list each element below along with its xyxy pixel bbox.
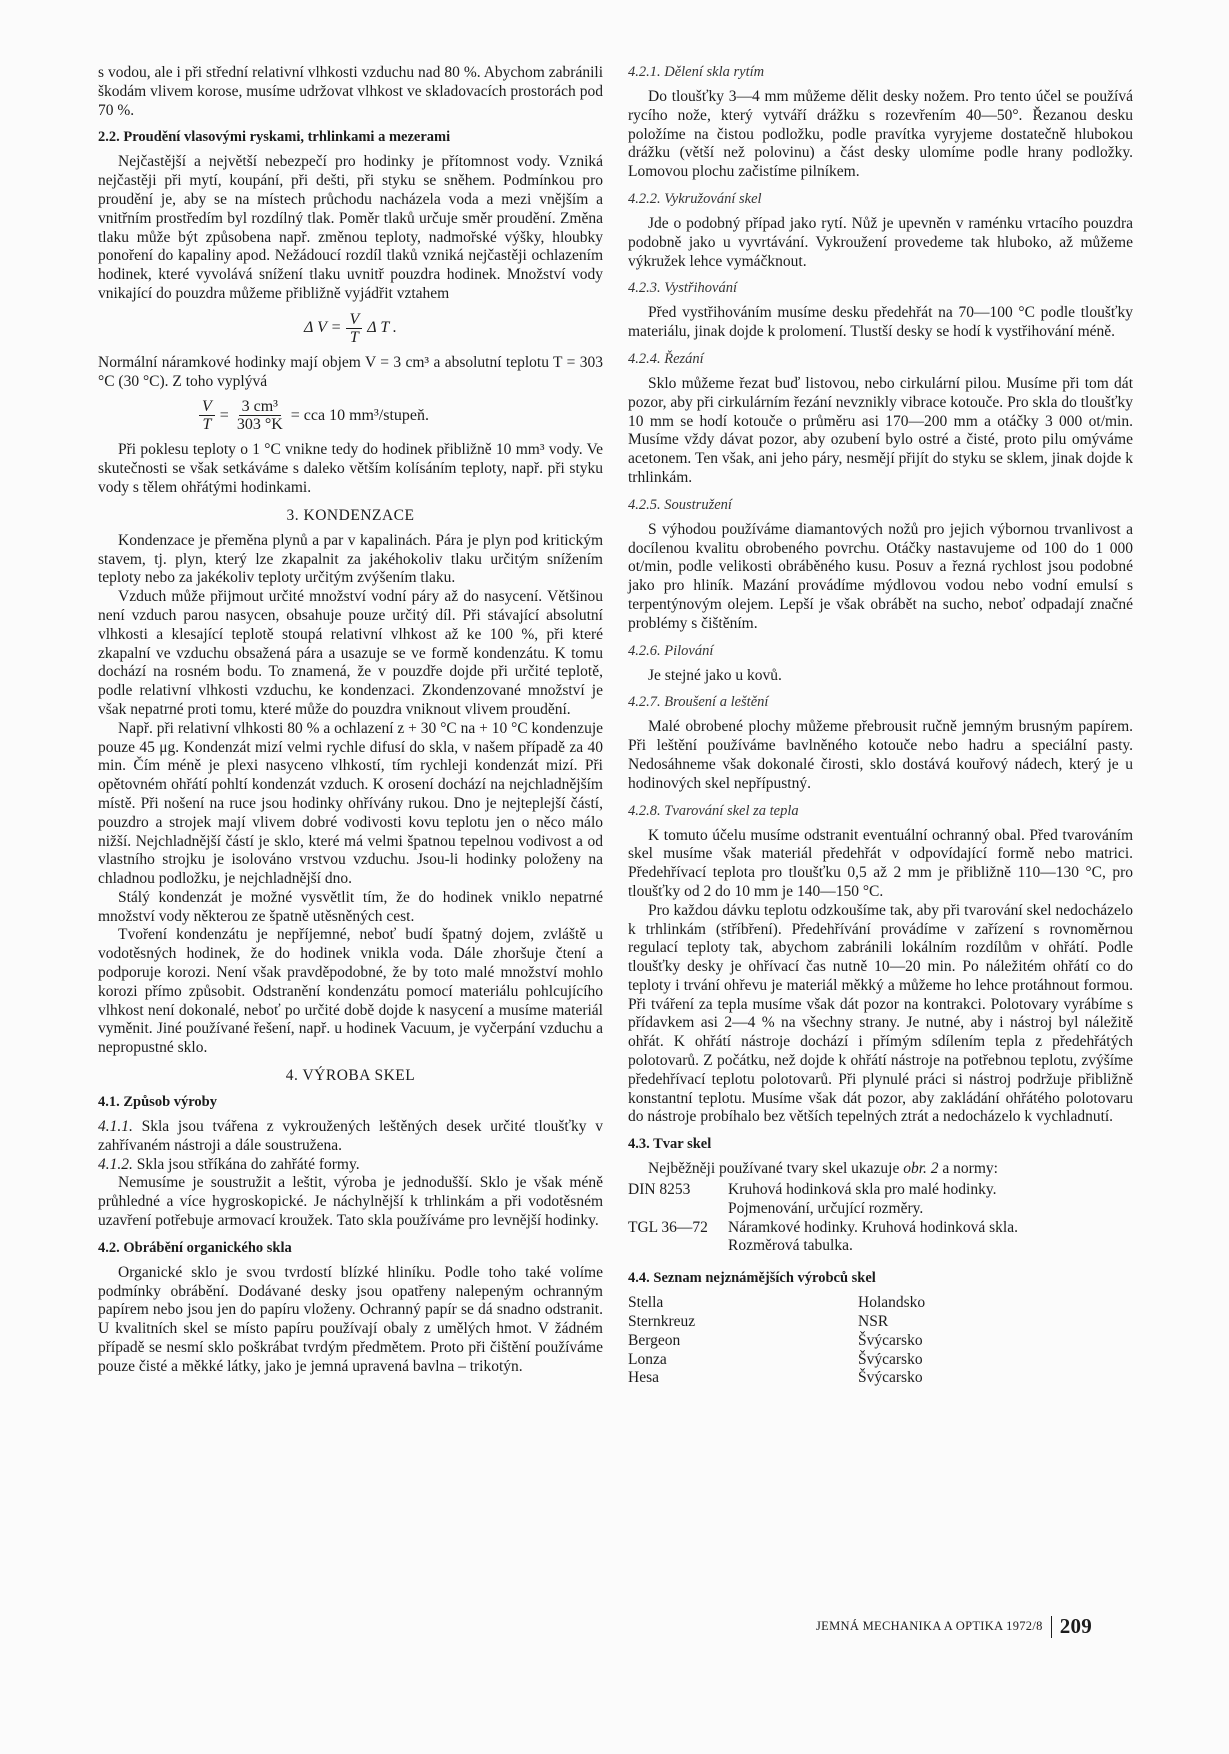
paragraph-4-2-1: Do tloušťky 3—4 mm můžeme dělit desky nožem. Pro tento účel se používá rycího nože, který vytváří drážku s rozevřením 40—50°. Řezanou desku položíme na čistou podložku, podle pravítka vyryjeme dostatečně hlubokou drážku (větší než polovinu) a část desky ulomíme podle hrany podložky. Lomovou plochu začistíme pilníkem. <box>628 88 1133 181</box>
journal-name: JEMNÁ MECHANIKA A OPTIKA 1972/8 <box>816 1619 1043 1633</box>
heading-4-2-4: 4.2.4. Řezání <box>628 350 704 367</box>
heading-4-2-2: 4.2.2. Vykružování skel <box>628 190 762 207</box>
right-column <box>628 64 1133 1388</box>
heading-4-3: 4.3. Tvar skel <box>628 1136 712 1153</box>
fraction-denominator: T <box>349 328 359 346</box>
maker-name: Lonza <box>628 1350 667 1368</box>
paragraph-example: Např. při relativní vlhkosti 80 % a ochlazení z + 30 °C na + 10 °C kondenzuje pouze 45 μg. Kondenzát mizí velmi rychle difusí do skla, v našem případě za 40 min. Čím méně je plexi nasyceno vlhkostí, tím rychleji kondenzát mizí. Při opětovném ohřátí pohltí kondenzát vzduch. K orosení dochází na nejchladnějším místě. Při nošení na ruce jsou hodinky ohřívány rukou. Dno je nejteplejší částí, pouzdro a strojek mají vlivem dobré vodivosti kovu teplotu jen o něco málo nižší. Nejchladnější částí je sklo, které má velmi špatnou tepelnou vodivost a od vlastního strojku je isolováno vrstvou vzduchu. Jsou-li hodinky položeny na chladnou podložku, je nejchladnější dno. <box>98 719 603 888</box>
paragraph-injection-glass: Nemusíme je soustružit a leštit, výroba je jednodušší. Sklo je však méně průhledné a více hygroskopické. Je náchylnější k trhlinkám a při vodotěsném uzavření potřebuje armovací kroužek. Tato skla používáme pro levnější hodinky. <box>98 1174 603 1230</box>
paragraph-saturation: Vzduch může přijmout určité množství vodní páry až do nasycení. Většinou není vzduch parou nasycen, obsahuje pouze určitý díl. Při stávající absolutní vlhkosti a klesající teplotě stoupá relativní vlhkost až ke 100 %, při které zkapalní ve vzduchu obsažená pára a usazuje se ve formě kondenzátu. K tomu dochází na rosném bodu. To znamená, že v pouzdře dojde při určité teplotě, podle relativní vlhkosti vzduchu, ke kondenzaci. Zkondenzované množství je však nepatrné proti tomu, které může do pouzdra vniknout vlivem proudění. <box>98 588 603 718</box>
item-number: 4.1.1. <box>98 1118 133 1136</box>
formula-delta-v <box>98 311 603 346</box>
norm-code: TGL 36—72 <box>628 1218 708 1236</box>
norm-subtitle: Pojmenování, určující rozměry. <box>728 1199 924 1217</box>
fraction-v-t <box>346 311 362 346</box>
intro-paragraph: s vodou, ale i při střední relativní vlhkosti vzduchu nad 80 %. Abychom zabránili škodám vlivem korose, musíme udržovat vlhkost ve skladovacích prostorách pod 70 %. <box>98 64 603 119</box>
formula-lhs: Δ V = <box>304 319 342 337</box>
heading-4-2-7: 4.2.7. Broušení a leštění <box>628 694 769 711</box>
heading-4-2-8: 4.2.8. Tvarování skel za tepla <box>628 802 799 819</box>
text-post: a normy: <box>942 1160 998 1178</box>
maker-name: Hesa <box>628 1369 659 1387</box>
norm-title: Náramkové hodinky. Kruhová hodinková skla. <box>728 1218 1018 1236</box>
maker-country: Švýcarsko <box>858 1369 923 1387</box>
page-footer <box>816 1614 1092 1639</box>
maker-country: Švýcarsko <box>858 1331 923 1349</box>
manufacturers-list <box>628 1294 1133 1388</box>
equals-sign: = <box>219 406 229 424</box>
maker-name: Bergeon <box>628 1331 681 1349</box>
item-text: Skla jsou tvářena z vykroužených leštěných desek určité tloušťky v zahřívaném nástroji a dále soustružena. <box>98 1118 603 1154</box>
paragraph-2-2: Nejčastější a největší nebezpečí pro hodinky je přítomnost vody. Vzniká nejčastěji při mytí, koupání, při dešti, při styku se sněhem. Podmínkou pro proudění je, aby se na místech průchodu nacházela voda a mezi vnějším a vnitřním prostředím byl rozdílný tlak. Poměr tlaků určuje směr proudění. Změna tlaku může být způsobena např. změnou teploty, nadmořské výšky, hloubky ponoření do kapaliny apod. Nežádoucí rozdíl tlaků vzniká nejčastěji ochlazením hodinek, které vyvolává snížení tlaku uvnitř pouzdra hodinek. Množství vody vnikající do pouzdra můžeme přibližně vyjádřit vztahem <box>98 153 603 302</box>
chapter-3-heading: 3. KONDENZACE <box>286 506 415 524</box>
norm-subtitle: Rozměrová tabulka. <box>728 1237 853 1255</box>
fraction-denominator: 303 °K <box>236 416 283 434</box>
fraction-numerator: 3 cm³ <box>239 398 281 416</box>
fraction-numerator: V <box>346 311 362 329</box>
page-number: 209 <box>1059 1614 1093 1638</box>
footer-divider <box>1051 1616 1052 1638</box>
maker-name: Sternkreuz <box>628 1313 696 1331</box>
heading-4-1: 4.1. Způsob výroby <box>98 1094 217 1111</box>
paragraph-temperature-drop: Při poklesu teploty o 1 °C vnikne tedy do hodinek přibližně 10 mm³ vody. Ve skutečnosti se však setkáváme s daleko větším kolísáním teploty, např. při styku vody s tělem ohřátými hodinkami. <box>98 441 603 496</box>
paragraph-permanent-condensate: Stálý kondenzát je možné vysvětlit tím, že do hodinek vniklo nepatrné množství vody některou ze špatně utěsněných cest. <box>98 888 603 925</box>
heading-4-2-3: 4.2.3. Vystřihování <box>628 280 738 297</box>
item-number: 4.1.2. <box>98 1155 133 1173</box>
maker-country: Švýcarsko <box>858 1350 923 1368</box>
maker-country: NSR <box>858 1313 889 1331</box>
paragraph-condensation-def: Kondenzace je přeměna plynů a par v kapalinách. Pára je plyn pod kritickým stavem, tj. plyn, který lze zkapalnit za jakéhokoliv tlaku určitým snížením teploty nebo za jakékoliv teploty určitým zvýšením tlaku. <box>98 531 603 587</box>
item-4-1-2 <box>98 1156 603 1175</box>
paragraph-condensate-issues: Tvoření kondenzátu je nepříjemné, neboť budí špatný dojem, zvláště u vodotěsných hodinek, že do hodinek vnikla voda. Dále zhoršuje čtení a podporuje korozi. Není však pravděpodobné, že by toto malé množství mohlo korozi přímo způsobit. Odstranění kondenzátu pomocí materiálu pohlcujícího vlhkost není dokonalé, neboť po určité době dojde k nasycení a musíme materiál vyměnit. Jiné používané řešení, např. u hodinek Vacuum, je vyčerpání vzduchu a nepropustné sklo. <box>98 926 603 1057</box>
maker-name: Stella <box>628 1294 664 1312</box>
formula-volume-ratio <box>98 398 603 433</box>
paragraph-4-2-5: S výhodou používáme diamantových nožů pro jejich výbornou trvanlivost a docílenou kvalitu obrobeného povrchu. Otáčky nastavujeme od 100 do 1 000 ot/min, podle velikosti obráběného kusu. Posuv a řezná rychlost jsou podobné jako pro hliník. Mazání provádíme mýdlovou vodou nebo vodní emulsí s terpentýnovým olejem. Lepší je však obrábět na sucho, neboť odpadají značné problémy s čištěním. <box>628 520 1133 632</box>
paragraph-4-2-6: Je stejné jako u kovů. <box>648 666 782 684</box>
maker-country: Holandsko <box>858 1294 926 1312</box>
figure-reference: obr. 2 <box>903 1160 939 1178</box>
heading-2-2: 2.2. Proudění vlasovými ryskami, trhlinkami a mezerami <box>98 129 451 146</box>
paragraph-4-2-8-b: Pro každou dávku teplotu odzkoušíme tak, aby při tvarování skel nedocházelo k trhlinkám (stříbření). Předehřívání provádíme v zařízení s rovnoměrnou regulací teploty tak, abychom zabránili lokálním rozdílům v ohřátí. Podle tloušťky desky je ohřívací čas nutně 10—20 min. Po náležitém ohřátí co do teploty i trvání ohřevu je materiál měkký a můžeme ho lehce protáhnout formou. Při tváření za tepla musíme však dát pozor na kontrakci. Polotovary vyrábíme s přídavkem asi 2—4 % na všechny strany. Je nutné, aby i nástroj byl náležitě ohřát. K ohřátí nástroje dochází i přímým sdílením tepla z předehřátých polotovarů. Z počátku, než dojde k ohřátí nástroje na potřebnou teplotu, zvýšíme předehřívací teplotu polotovarů. Při plynulé práci si nástroj podržuje přibližně konstantní teplotu. Musíme však dát pozor, aby zakládání ohřátého polotovaru do nástroje probíhalo bez větších tepelných ztrát a nedocházelo k vychladnutí. <box>628 901 1133 1126</box>
paragraph-4-2-2: Jde o podobný případ jako rytí. Nůž je upevněn v raménku vrtacího pouzdra podobně jako u vyvrtávání. Vykroužení provedeme tak hluboko, až můžeme výkružek lehce vymáčknout. <box>628 214 1133 270</box>
paragraph-4-2-3: Před vystřihováním musíme desku předehřát na 70—100 °C podle tloušťky materiálu, jinak dojde k prolomení. Tlustší desky se hodí k vystřihování méně. <box>628 304 1133 341</box>
norms-list <box>628 1181 1133 1256</box>
fraction-numerator: V <box>199 398 215 416</box>
norm-code: DIN 8253 <box>628 1181 691 1199</box>
item-text: Skla jsou stříkána do zahřáté formy. <box>136 1155 360 1173</box>
item-4-1-1 <box>98 1118 603 1156</box>
formula-result: = cca 10 mm³/stupeň. <box>290 406 429 424</box>
fraction-v-t <box>199 398 215 433</box>
paragraph-normal-watch: Normální náramkové hodinky mají objem V = 3 cm³ a absolutní teplotu T = 303 °C (30 °C). Z toho vyplývá <box>98 353 603 390</box>
heading-4-2-5: 4.2.5. Soustružení <box>628 496 732 513</box>
chapter-4-heading: 4. VÝROBA SKEL <box>285 1067 416 1085</box>
norm-title: Kruhová hodinková skla pro malé hodinky. <box>728 1181 997 1199</box>
formula-rhs: Δ T . <box>367 319 397 337</box>
paragraph-4-3 <box>628 1160 1133 1179</box>
paragraph-4-2: Organické sklo je svou tvrdostí blízké hliníku. Podle toho také volíme podmínky obrábění. Dodávané desky jsou opatřeny nalepeným ochranným papírem nebo jsou jen do papíru vloženy. Ochranný papír se dá snadno odstranit. U kvalitních skel se místo papíru používají obaly z umělých hmot. V žádném případě se nesmí sklo poškrábat tvrdým předmětem. Proto při čištění používáme pouze čisté a měkké látky, jako je jemná upravená bavlna – trikotýn. <box>98 1263 603 1375</box>
heading-4-4: 4.4. Seznam nejznámějších výrobců skel <box>628 1270 876 1287</box>
fraction-denominator: T <box>202 416 212 434</box>
heading-4-2: 4.2. Obrábění organického skla <box>98 1239 292 1256</box>
left-column <box>98 64 603 1377</box>
paragraph-4-2-7: Malé obrobené plochy můžeme přebrousit ručně jemným brusným papírem. Při leštění používáme bavlněného kotouče nebo hadru a speciální pasty. Nedosáhneme však dokonalé čirosti, sklo dostává kouřový nádech, který je u hodinových skel nepřípustný. <box>628 718 1133 792</box>
paragraph-4-2-4: Sklo můžeme řezat buď listovou, nebo cirkulární pilou. Musíme při tom dát pozor, aby při cirkulárním řezání nevznikly vibrace kotouče. Pro skla do tloušťky 10 mm se hodí kotouče o průměru asi 170—200 mm a otáčky 3 000 ot/min. Musíme vždy dávat pozor, aby ozubení bylo ostré a čisté, proto pilu omýváme acetonem. Ten však, ani jeho páry, nesmějí přijít do styku se sklem, jinak dojde k trhlinkám. <box>628 374 1133 486</box>
heading-4-2-1: 4.2.1. Dělení skla rytím <box>628 64 765 80</box>
heading-4-2-6: 4.2.6. Pilování <box>628 642 714 659</box>
text-pre: Nejběžněji používané tvary skel ukazuje <box>648 1160 900 1178</box>
fraction-values <box>234 398 286 433</box>
paragraph-4-2-8-a: K tomuto účelu musíme odstranit eventuální ochranný obal. Před tvarováním skel musíme však materiál předehřát v odpovídající formě nebo matrici. Předehřívací teplota pro tloušťku 0,5 až 2 mm je přibližně 110—130 °C, pro tloušťky od 2 do 10 mm je 140—150 °C. <box>628 826 1133 900</box>
